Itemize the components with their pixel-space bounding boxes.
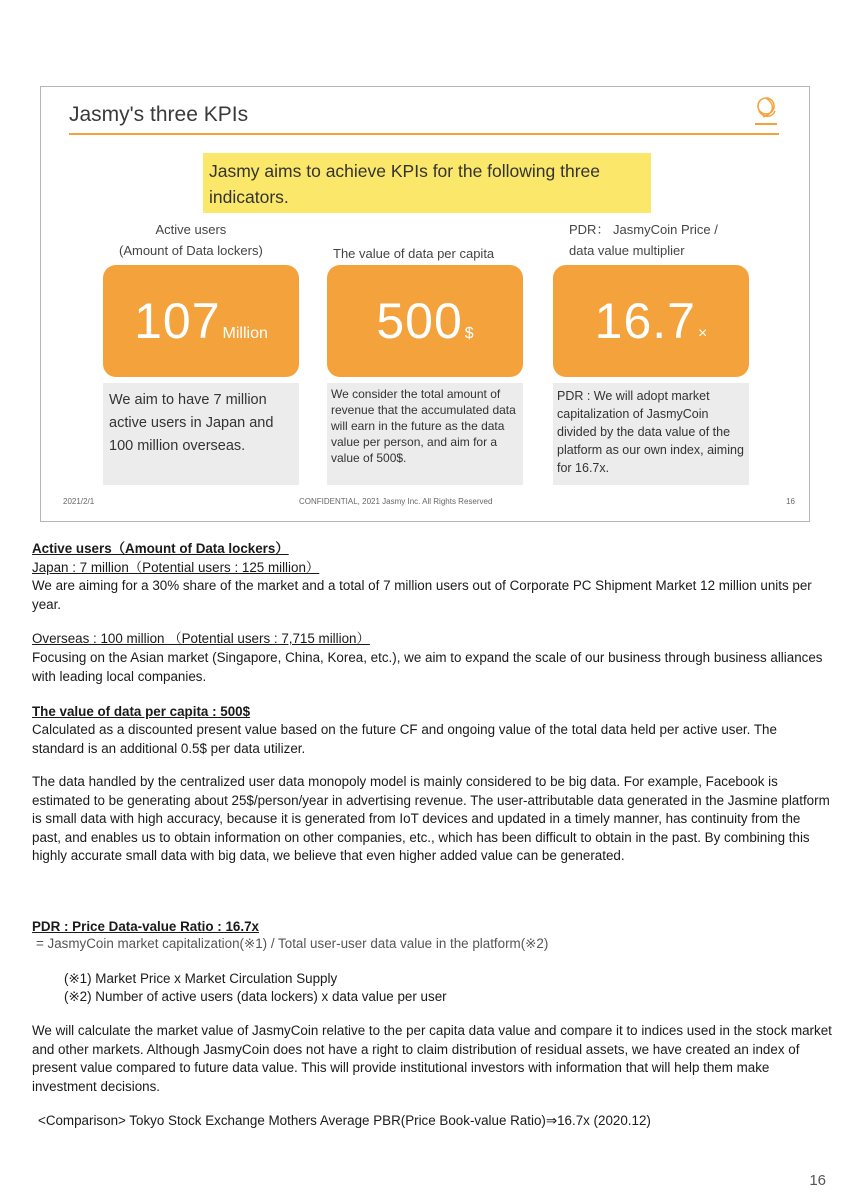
kpi-label-line: (Amount of Data lockers) xyxy=(119,243,263,258)
kpi-label-line: The value of data per capita xyxy=(333,246,495,261)
kpi-banner: Jasmy aims to achieve KPIs for the following three indicators. xyxy=(203,153,651,213)
pdr-text: We will calculate the market value of JasmyCoin relative to the per capita data value and compare it to indices used in the stock market and other markets. Although JasmyCoin does not have a right to claim distribution of residual assets, we have created an index of present value compared to future data value. This will provide institutional investors with information that will help them make investment decisions. xyxy=(32,1023,832,1094)
value-heading: The value of data per capita : 500$ xyxy=(32,704,251,719)
comparison-text: <Comparison> Tokyo Stock Exchange Mothers Average PBR(Price Book-value Ratio)⇒16.7x (2020.12) xyxy=(38,1113,651,1128)
value-text-1: Calculated as a discounted present value based on the future CF and ongoing value of the total data held per active user. The standard is an additional 0.5$ per data utilizer. xyxy=(32,722,777,756)
kpi-unit: $ xyxy=(464,325,474,342)
slide-footer-date: 2021/2/1 xyxy=(63,497,95,506)
kpi-unit: × xyxy=(697,325,708,342)
jasmy-logo-icon xyxy=(751,93,781,133)
slide-footer-page: 16 xyxy=(786,497,795,506)
kpi-number: 500 xyxy=(376,293,463,349)
japan-heading: Japan : 7 million（Potential users : 125 million） xyxy=(32,560,320,575)
kpi-label-data-value xyxy=(333,243,494,264)
slide-title: Jasmy's three KPIs xyxy=(69,103,249,126)
kpi-label-pdr xyxy=(569,219,718,261)
pdr-heading: PDR : Price Data-value Ratio : 16.7x xyxy=(32,919,259,934)
kpi-box-pdr xyxy=(553,265,749,377)
pdr-formula: = JasmyCoin market capitalization(※1) / Total user-user data value in the platform(※2) xyxy=(36,936,549,951)
kpi-label-line: PDR： JasmyCoin Price / xyxy=(569,222,718,237)
active-users-heading: Active users（Amount of Data lockers） xyxy=(32,541,289,556)
pdr-note-2: (※2) Number of active users (data lockers) x data value per user xyxy=(64,989,447,1004)
kpi-description: We aim to have 7 million active users in Japan and 100 million overseas. xyxy=(103,383,299,485)
kpi-slide xyxy=(40,86,810,522)
kpi-number: 16.7 xyxy=(594,293,696,349)
kpi-description: We consider the total amount of revenue that the accumulated data will earn in the future as the data value per person, and aim for a value of 500$. xyxy=(327,383,523,485)
kpi-box-active-users xyxy=(103,265,299,377)
kpi-description: PDR : We will adopt market capitalization of JasmyCoin divided by the data value of the platform as our own index, aiming for 16.7x. xyxy=(553,383,749,485)
pdr-note-1: (※1) Market Price x Market Circulation Supply xyxy=(64,971,338,986)
kpi-number: 107 xyxy=(134,293,221,349)
kpi-unit: Million xyxy=(222,325,268,342)
kpi-label-active-users xyxy=(119,219,263,261)
kpi-label-line: data value multiplier xyxy=(569,243,685,258)
overseas-text: Focusing on the Asian market (Singapore, China, Korea, etc.), we aim to expand the scale of our business through business alliances with leading local companies. xyxy=(32,650,823,684)
overseas-heading: Overseas : 100 million （Potential users : 7,715 million） xyxy=(32,631,370,646)
slide-footer-confidential: CONFIDENTIAL, 2021 Jasmy Inc. All Rights Reserved xyxy=(299,497,493,506)
value-text-2: The data handled by the centralized user data monopoly model is mainly considered to be big data. For example, Facebook is estimated to be generating about 25$/person/year in advertising revenue. The user-attributable data generated in the Jasmine platform is small data with high accuracy, because it is generated from IoT devices and updated in a timely manner, has continuity from the past, and enables us to obtain information on other companies, etc., which has been difficult to obtain in the past. By combining this highly accurate small data with big data, we believe that even higher added value can be generated. xyxy=(32,774,830,863)
page-number: 16 xyxy=(809,1172,826,1189)
title-divider xyxy=(69,133,779,135)
kpi-box-data-value xyxy=(327,265,523,377)
japan-text: We are aiming for a 30% share of the market and a total of 7 million users out of Corporate PC Shipment Market 12 million units per year. xyxy=(32,578,812,612)
kpi-label-line: Active users xyxy=(155,222,227,237)
